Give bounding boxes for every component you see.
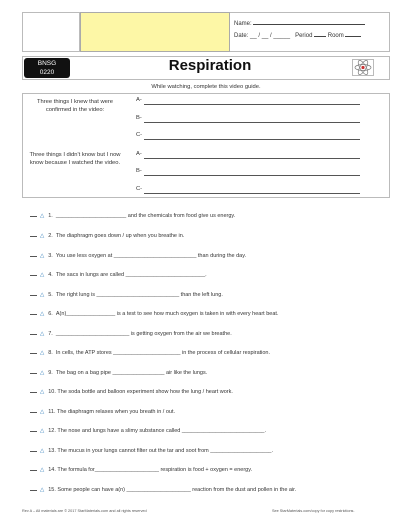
abc-label-b1: B- <box>136 115 142 121</box>
question-number: 1. <box>48 213 53 219</box>
footer-copy-link[interactable]: See StarMaterials.com/copy for copy restrictions. <box>272 509 355 513</box>
triangle-icon: △ <box>40 350 45 356</box>
question-text: The soda bottle and balloon experiment show how the lung / heart work. <box>57 389 233 395</box>
answer-blank[interactable] <box>30 465 37 471</box>
atom-icon <box>352 59 374 76</box>
question-row <box>30 290 223 298</box>
question-number: 10. <box>48 389 56 395</box>
yellow-label-box <box>80 12 230 52</box>
answer-line-a2[interactable] <box>144 158 360 159</box>
question-row <box>30 270 207 278</box>
page-title: Respiration <box>168 57 252 74</box>
instructions: While watching, complete this video guide. <box>151 84 261 90</box>
abc-label-c2: C- <box>136 186 143 192</box>
triangle-icon: △ <box>40 389 45 395</box>
code-top: BNSG <box>37 60 57 67</box>
question-text: The formula for_____________________ respiration is food + oxygen = energy. <box>57 467 253 473</box>
question-text: The mucus in your lungs cannot filter out the tar and soot from ____________________. <box>57 448 273 454</box>
period-label: Period <box>295 33 313 39</box>
triangle-icon: △ <box>40 409 45 415</box>
question-text: In cells, the ATP stores ______________________ in the process of cellular respiration. <box>55 350 271 356</box>
triangle-icon: △ <box>40 292 45 298</box>
name-label: Name: <box>234 21 252 27</box>
answer-line-c2[interactable] <box>144 193 360 194</box>
question-number: 15. <box>48 487 56 493</box>
question-text: You use less oxygen at ___________________________ than during the day. <box>55 253 247 259</box>
question-number: 5. <box>48 292 53 298</box>
question-row <box>30 211 235 219</box>
answer-blank[interactable] <box>30 387 37 393</box>
answer-blank[interactable] <box>30 426 37 432</box>
answer-blank[interactable] <box>30 407 37 413</box>
triangle-icon: △ <box>40 233 45 239</box>
question-text: The diaphragm relaxes when you breath in / out. <box>57 409 176 415</box>
question-text: The sacs in lungs are called __________________________. <box>55 272 207 278</box>
question-number: 6. <box>48 311 53 317</box>
answer-line-a1[interactable] <box>144 104 360 105</box>
question-number: 11. <box>48 409 56 415</box>
abc-label-a1: A- <box>136 97 142 103</box>
question-row <box>30 368 207 376</box>
answer-blank[interactable] <box>30 329 37 335</box>
answer-blank[interactable] <box>30 368 37 374</box>
triangle-icon: △ <box>40 428 45 434</box>
question-row <box>30 329 232 337</box>
question-number: 14. <box>48 467 56 473</box>
date-label: Date: <box>234 33 249 39</box>
date-row <box>234 30 361 39</box>
date-blanks[interactable]: __ / __ / _____ <box>250 33 291 39</box>
answer-line-b1[interactable] <box>144 122 360 123</box>
answer-blank[interactable] <box>30 348 37 354</box>
question-row <box>30 387 233 395</box>
answer-blank[interactable] <box>30 270 37 276</box>
name-line[interactable] <box>253 18 365 25</box>
question-number: 3. <box>48 253 53 259</box>
question-row <box>30 407 175 415</box>
answer-blank[interactable] <box>30 309 37 315</box>
answer-blank[interactable] <box>30 485 37 491</box>
triangle-icon: △ <box>40 467 45 473</box>
answer-blank[interactable] <box>30 446 37 452</box>
question-text: The right lung is ___________________________ than the left lung. <box>55 292 223 298</box>
abc-label-b2: B- <box>136 168 142 174</box>
abc-label-c1: C- <box>136 132 143 138</box>
question-text: The diaphragm goes down / up when you breathe in. <box>55 233 185 239</box>
triangle-icon: △ <box>40 311 45 317</box>
question-number: 4. <box>48 272 53 278</box>
period-line[interactable] <box>314 30 326 37</box>
question-text: ________________________ is getting oxygen from the air we breathe. <box>55 331 232 337</box>
question-number: 8. <box>48 350 53 356</box>
question-text: The nose and lungs have a slimy substance called ___________________________. <box>57 428 266 434</box>
question-text: A(n)________________ is a test to see how much oxygen is taken in with every heart beat. <box>55 311 279 317</box>
triangle-icon: △ <box>40 331 45 337</box>
question-row <box>30 465 252 473</box>
code-badge <box>24 58 70 78</box>
answer-blank[interactable] <box>30 290 37 296</box>
learned-prompt: Three things I didn't know but I now know because I watched the video. <box>29 152 121 166</box>
room-label: Room <box>327 33 344 39</box>
answer-line-c1[interactable] <box>144 139 360 140</box>
triangle-icon: △ <box>40 370 45 376</box>
question-number: 9. <box>48 370 53 376</box>
confirmed-prompt: Three things I knew that were confirmed in the video: <box>36 99 114 113</box>
name-field[interactable] <box>234 18 365 27</box>
triangle-icon: △ <box>40 272 45 278</box>
question-row <box>30 231 184 239</box>
question-row <box>30 485 296 493</box>
question-row <box>30 348 270 356</box>
question-number: 12. <box>48 428 56 434</box>
question-text: The bag on a bag pipe _________________ air like the lungs. <box>55 370 208 376</box>
footer-copyright: Rev A – All materials are © 2017 StarMaterials.com and all rights reserved <box>22 509 147 513</box>
question-number: 2. <box>48 233 53 239</box>
room-line[interactable] <box>345 30 361 37</box>
question-row <box>30 309 278 317</box>
answer-blank[interactable] <box>30 211 37 217</box>
code-bottom: 0220 <box>39 69 55 76</box>
triangle-icon: △ <box>40 448 45 454</box>
triangle-icon: △ <box>40 487 45 493</box>
triangle-icon: △ <box>40 213 45 219</box>
triangle-icon: △ <box>40 253 45 259</box>
question-row <box>30 426 266 434</box>
answer-blank[interactable] <box>30 231 37 237</box>
question-row <box>30 446 273 454</box>
blank-box <box>22 12 80 52</box>
question-number: 7. <box>48 331 53 337</box>
answer-line-b2[interactable] <box>144 175 360 176</box>
question-text: _______________________ and the chemicals from food give us energy. <box>55 213 236 219</box>
question-row <box>30 251 246 259</box>
question-number: 13. <box>48 448 56 454</box>
abc-label-a2: A- <box>136 151 142 157</box>
question-text: Some people can have a(n) _____________________ reaction from the dust and pollen in the air. <box>57 487 297 493</box>
answer-blank[interactable] <box>30 251 37 257</box>
